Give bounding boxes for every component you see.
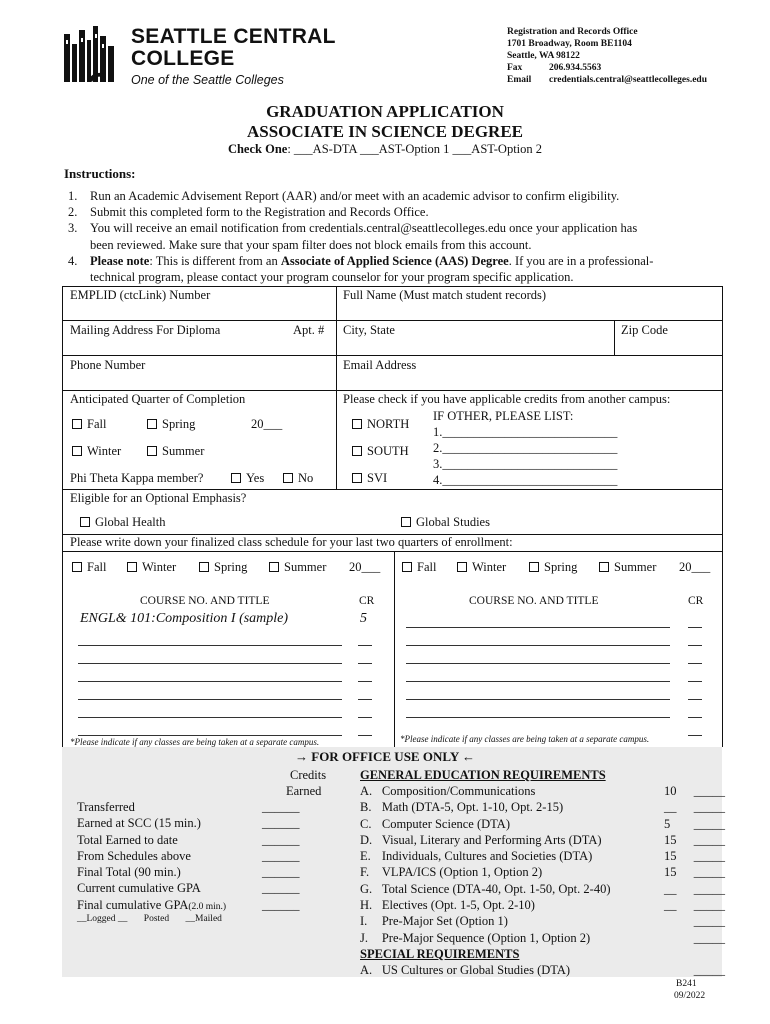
sample-credits: 5 bbox=[360, 611, 367, 626]
college-name-line2: COLLEGE bbox=[131, 47, 235, 70]
left-cr-header: CR bbox=[359, 595, 375, 607]
schedule-label: Please write down your finalized class schedule for your last two quarters of enrollment: bbox=[70, 535, 513, 549]
office-fax bbox=[507, 62, 727, 74]
checkbox-icon bbox=[72, 446, 82, 456]
processing-status bbox=[77, 914, 222, 924]
gen-ed-list bbox=[360, 783, 725, 979]
checkbox-icon bbox=[127, 562, 137, 572]
other-campus-line-4[interactable]: 4.____________________________ bbox=[433, 473, 618, 487]
gen-ed-item: A. Composition/Communications 10 _____ bbox=[360, 784, 725, 798]
credit-summary-list bbox=[77, 799, 226, 915]
office-name: Registration and Records Office bbox=[507, 27, 638, 37]
email-label: Email bbox=[507, 75, 532, 85]
left-winter-checkbox[interactable]: Winter bbox=[127, 560, 176, 575]
other-campus-list-label: IF OTHER, PLEASE LIST: bbox=[433, 409, 574, 423]
campus-north-checkbox[interactable]: NORTH bbox=[352, 417, 409, 432]
other-campus-line-1[interactable]: 1.____________________________ bbox=[433, 425, 618, 439]
instruction-1: 1. Run an Academic Advisement Report (AAR) and/or meet with an academic advisor to confirm eligibility. bbox=[68, 189, 620, 203]
quarter-winter-checkbox[interactable]: Winter bbox=[72, 444, 121, 459]
gen-ed-item: F. VLPA/ICS (Option 1, Option 2) 15 _____ bbox=[360, 865, 725, 880]
checkbox-icon bbox=[352, 473, 362, 483]
campus-svi-checkbox[interactable]: SVI bbox=[352, 471, 387, 486]
city-state-field[interactable]: City, State bbox=[343, 323, 395, 337]
checkbox-icon bbox=[457, 562, 467, 572]
mailed-status[interactable]: __Mailed bbox=[185, 914, 222, 924]
form-title-line1: GRADUATION APPLICATION bbox=[266, 102, 504, 121]
fax-number: 206.934.5563 bbox=[549, 63, 602, 73]
from-schedules-label: From Schedules above bbox=[77, 848, 191, 863]
gen-ed-item: I. Pre-Major Set (Option 1) _____ bbox=[360, 914, 725, 929]
left-year-field[interactable]: 20___ bbox=[349, 560, 381, 574]
checkbox-icon bbox=[599, 562, 609, 572]
gen-ed-item: H. Electives (Opt. 1-5, Opt. 2-10) __ _____ bbox=[360, 898, 725, 913]
checkbox-icon bbox=[269, 562, 279, 572]
credits-earned-header bbox=[286, 767, 326, 800]
instruction-2: 2. Submit this completed form to the Registration and Records Office. bbox=[68, 205, 429, 220]
other-campus-line-3[interactable]: 3.____________________________ bbox=[433, 457, 618, 471]
special-req-heading: SPECIAL REQUIREMENTS bbox=[360, 946, 520, 961]
final-total-label: Final Total (90 min.) bbox=[77, 865, 181, 880]
left-separate-campus-note: *Please indicate if any classes are being taken at a separate campus. bbox=[70, 737, 320, 747]
check-one-options[interactable]: : ___AS-DTA ___AST-Option 1 ___AST-Option 2 bbox=[287, 142, 543, 156]
checkbox-icon bbox=[352, 446, 362, 456]
campus-south-checkbox[interactable]: SOUTH bbox=[352, 444, 409, 459]
checkbox-icon bbox=[283, 473, 293, 483]
left-spring-checkbox[interactable]: Spring bbox=[199, 560, 247, 575]
quarter-summer-checkbox[interactable]: Summer bbox=[147, 444, 204, 459]
gen-ed-heading: GENERAL EDUCATION REQUIREMENTS bbox=[360, 768, 606, 782]
form-code: B241 bbox=[676, 979, 697, 989]
instruction-4-cont: technical program, please contact your program counselor for your program specific application. bbox=[90, 270, 574, 285]
right-course-header: COURSE NO. AND TITLE bbox=[469, 595, 599, 607]
completion-year-field[interactable]: 20___ bbox=[251, 417, 283, 431]
instruction-4: 4. Please note: This is different from an Associate of Applied Science (AAS) Degree. If you are in a professional- bbox=[68, 253, 654, 268]
total-earned-label: Total Earned to date bbox=[77, 832, 178, 847]
email-address[interactable]: credentials.central@seattlecolleges.edu bbox=[549, 75, 707, 85]
other-campus-line-2[interactable]: 2.____________________________ bbox=[433, 441, 618, 455]
right-summer-checkbox[interactable]: Summer bbox=[599, 560, 656, 575]
earned-label: Earned bbox=[286, 784, 322, 799]
checkbox-icon bbox=[352, 419, 362, 429]
seattle-colleges-mark-icon bbox=[86, 70, 108, 84]
email-field[interactable]: Email Address bbox=[343, 358, 417, 372]
form-title-line2: ASSOCIATE IN SCIENCE DEGREE bbox=[246, 122, 523, 141]
office-address-1: 1701 Broadway, Room BE1104 bbox=[507, 39, 632, 49]
fax-label: Fax bbox=[507, 63, 523, 73]
ptk-yes-checkbox[interactable]: Yes bbox=[231, 471, 264, 486]
full-name-field[interactable]: Full Name (Must match student records) bbox=[343, 288, 547, 302]
form-date: 09/2022 bbox=[674, 991, 706, 1001]
right-separate-campus-note: *Please indicate if any classes are being taken at a separate campus. bbox=[400, 734, 650, 744]
current-gpa-label: Current cumulative GPA bbox=[77, 881, 201, 896]
office-address-2: Seattle, WA 98122 bbox=[507, 51, 580, 61]
emplid-field[interactable]: EMPLID (ctcLink) Number bbox=[70, 288, 211, 302]
checkbox-icon bbox=[402, 562, 412, 572]
left-course-header: COURSE NO. AND TITLE bbox=[140, 595, 270, 607]
gen-ed-item: B. Math (DTA-5, Opt. 1-10, Opt. 2-15) __ _____ bbox=[360, 800, 725, 815]
global-health-checkbox[interactable]: Global Health bbox=[80, 515, 165, 530]
instructions-heading: Instructions: bbox=[64, 166, 136, 181]
office-info bbox=[507, 26, 727, 86]
credit-summary-blanks[interactable]: ______ ______ ______ ______ ______ ______ ______ bbox=[262, 800, 300, 912]
phone-field[interactable]: Phone Number bbox=[70, 358, 146, 372]
gen-ed-item: D. Visual, Literary and Performing Arts (DTA) 15 _____ bbox=[360, 832, 725, 847]
office-use-heading: → FOR OFFICE USE ONLY ← bbox=[295, 749, 475, 764]
right-spring-checkbox[interactable]: Spring bbox=[529, 560, 577, 575]
transferred-label: Transferred bbox=[77, 800, 135, 814]
right-cr-header: CR bbox=[688, 595, 704, 607]
check-one-label: Check One bbox=[227, 142, 288, 156]
checkbox-icon bbox=[147, 419, 157, 429]
left-summer-checkbox[interactable]: Summer bbox=[269, 560, 326, 575]
right-year-field[interactable]: 20___ bbox=[679, 560, 711, 574]
ptk-no-checkbox[interactable]: No bbox=[283, 471, 313, 486]
gen-ed-item: J. Pre-Major Sequence (Option 1, Option 2) _____ bbox=[360, 930, 725, 945]
mailing-address-field[interactable]: Mailing Address For Diploma bbox=[70, 323, 221, 337]
checkbox-icon bbox=[401, 517, 411, 527]
gen-ed-item: C. Computer Science (DTA) 5 _____ bbox=[360, 816, 725, 831]
emphasis-label: Eligible for an Optional Emphasis? bbox=[70, 491, 247, 505]
gen-ed-item: E. Individuals, Cultures and Societies (DTA) 15 _____ bbox=[360, 849, 725, 864]
posted-status[interactable]: Posted bbox=[143, 914, 170, 924]
left-fall-checkbox[interactable]: Fall bbox=[72, 560, 106, 575]
college-name-line1: SEATTLE CENTRAL bbox=[131, 25, 336, 48]
anticipated-quarter-label: Anticipated Quarter of Completion bbox=[70, 392, 246, 406]
quarter-spring-checkbox[interactable]: Spring bbox=[147, 417, 195, 432]
ptk-label: Phi Theta Kappa member? bbox=[70, 471, 204, 485]
gen-ed-item: G. Total Science (DTA-40, Opt. 1-50, Opt. 2-40) __ _____ bbox=[360, 881, 725, 896]
earned-scc-label: Earned at SCC (15 min.) bbox=[77, 816, 201, 831]
right-winter-checkbox[interactable]: Winter bbox=[457, 560, 506, 575]
final-gpa-label: Final cumulative GPA(2.0 min.) bbox=[77, 897, 227, 912]
instruction-3: 3. You will receive an email notification from credentials.central@seattlecolleges.edu once your application has bbox=[68, 221, 638, 236]
special-req-item: A. US Cultures or Global Studies (DTA) _____ bbox=[360, 963, 725, 978]
quarter-fall-checkbox[interactable]: Fall bbox=[72, 417, 106, 432]
apt-field[interactable]: Apt. # bbox=[293, 323, 325, 337]
checkbox-icon bbox=[147, 446, 157, 456]
college-tagline: One of the Seattle Colleges bbox=[131, 73, 284, 87]
checkbox-icon bbox=[72, 419, 82, 429]
office-email bbox=[507, 74, 727, 86]
sample-course: ENGL& 101:Composition I (sample) bbox=[80, 611, 289, 626]
other-campus-label: Please check if you have applicable credits from another campus: bbox=[343, 392, 671, 406]
checkbox-icon bbox=[80, 517, 90, 527]
checkbox-icon bbox=[199, 562, 209, 572]
checkbox-icon bbox=[529, 562, 539, 572]
right-fall-checkbox[interactable]: Fall bbox=[402, 560, 436, 575]
logged-status[interactable]: __Logged __ bbox=[77, 914, 128, 924]
instruction-3-cont: been reviewed. Make sure that your spam filter does not block emails from this account. bbox=[90, 237, 532, 252]
global-studies-checkbox[interactable]: Global Studies bbox=[401, 515, 490, 530]
checkbox-icon bbox=[231, 473, 241, 483]
zip-code-field[interactable]: Zip Code bbox=[621, 323, 668, 337]
degree-check-one bbox=[0, 142, 770, 157]
credits-label: Credits bbox=[290, 768, 327, 782]
instructions-list bbox=[68, 188, 728, 285]
checkbox-icon bbox=[72, 562, 82, 572]
